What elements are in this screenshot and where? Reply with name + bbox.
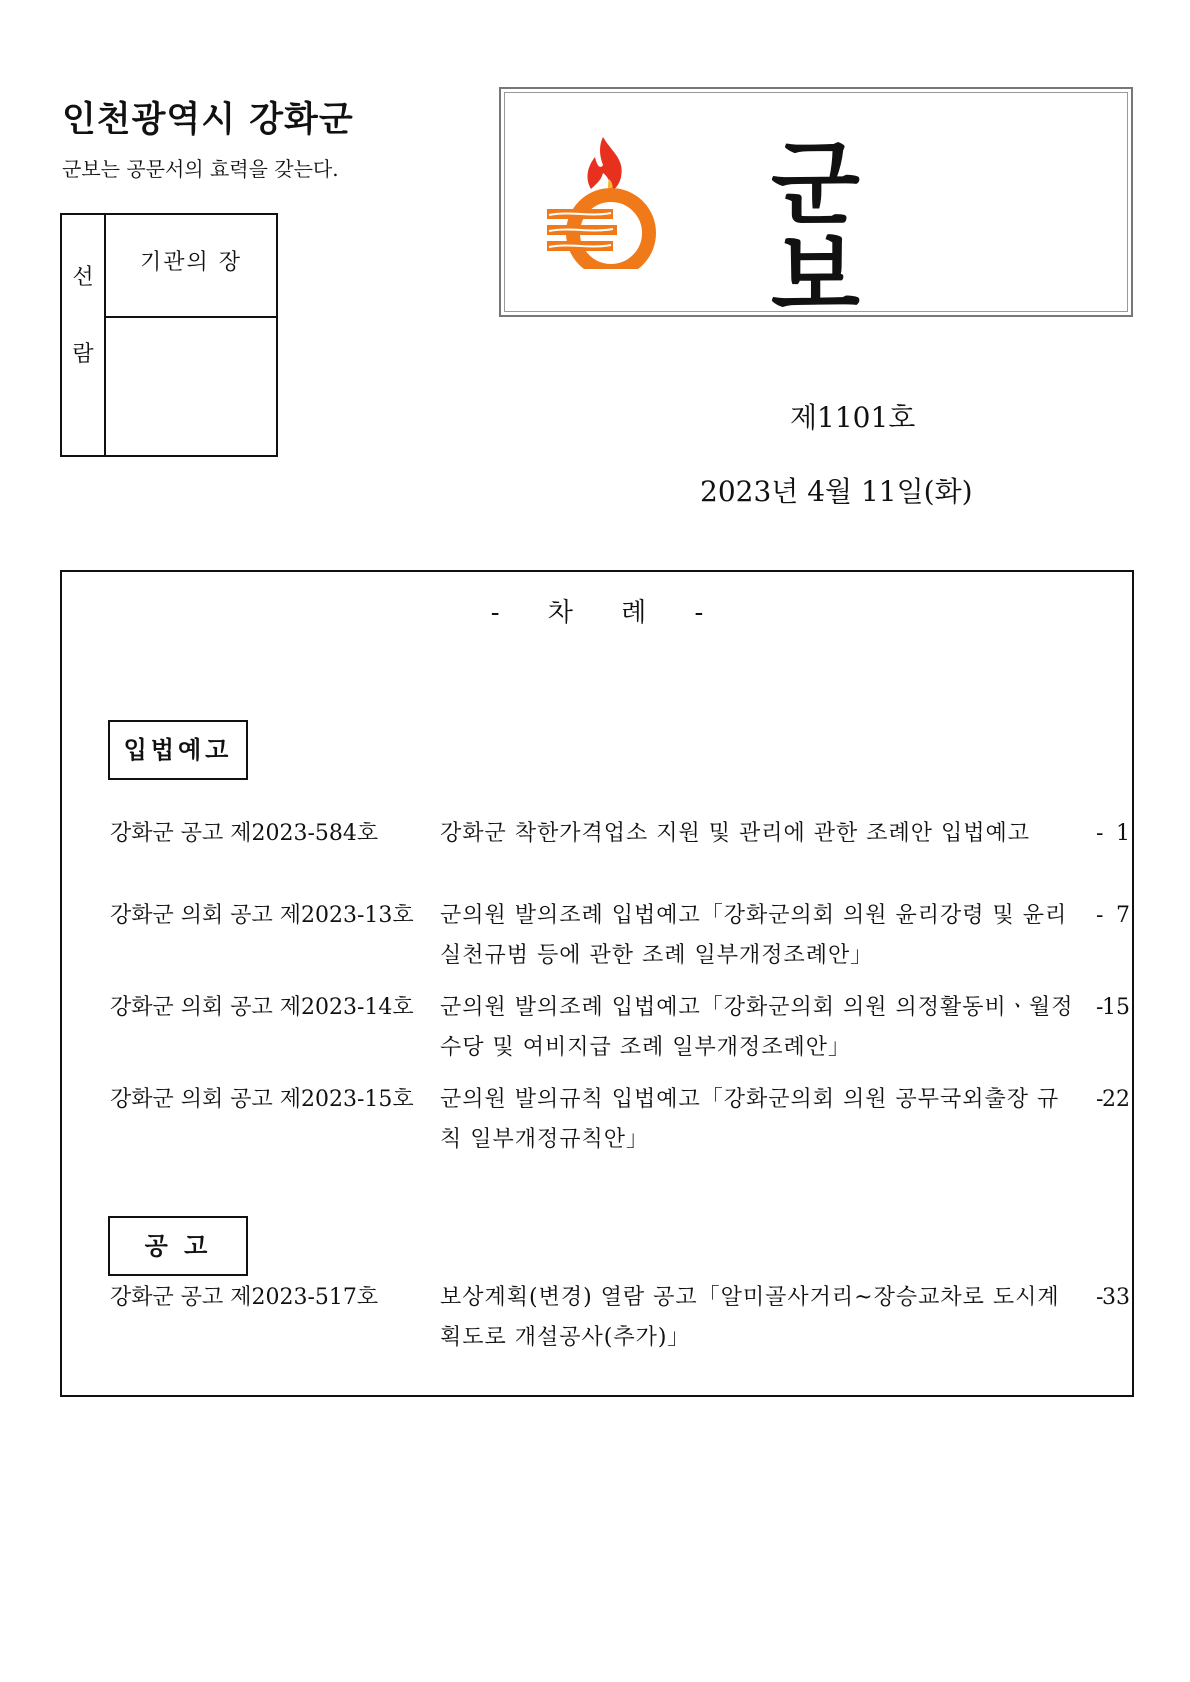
issue-date: 2023년 4월 11일(화)	[700, 475, 973, 508]
entry-source: 강화군 의회 공고 제2023-14호	[110, 995, 414, 1020]
table-of-contents	[60, 570, 1134, 1397]
entry-title: 군의원 발의조례 입법예고「강화군의회 의원 의정활동비ㆍ월정수당 및 여비지급 조례 일부개정조례안」	[440, 995, 1074, 1060]
masthead	[499, 87, 1133, 330]
entry-page: 1	[1116, 821, 1130, 846]
entry-source: 강화군 공고 제2023-517호	[110, 1285, 379, 1310]
entry-title: 군의원 발의조례 입법예고「강화군의회 의원 윤리강령 및 윤리실천규범 등에 관한 조례 일부개정조례안」	[440, 903, 1068, 968]
entry-dash: -	[1096, 903, 1104, 928]
entry-dash: -	[1096, 995, 1104, 1020]
review-side-char: 선	[72, 265, 94, 290]
section-label: 입법예고	[108, 720, 248, 780]
entry-source: 강화군 의회 공고 제2023-13호	[110, 903, 414, 928]
ganghwa-emblem-icon	[541, 129, 671, 269]
section-label: 공 고	[108, 1216, 248, 1276]
review-box	[60, 213, 278, 457]
toc-title-text: - 차 례 -	[490, 598, 704, 628]
review-side-column	[62, 215, 106, 455]
entry-page: 22	[1102, 1087, 1130, 1112]
entry-dash: -	[1096, 821, 1104, 846]
entry-source: 강화군 의회 공고 제2023-15호	[110, 1087, 414, 1112]
entry-page: 33	[1102, 1285, 1130, 1310]
entry-title: 보상계획(변경) 열람 공고「알미골사거리~장승교차로 도시계획도로 개설공사(추가)」	[440, 1285, 1060, 1350]
bulletin-subtitle: 군보는 공문서의 효력을 갖는다.	[62, 157, 339, 181]
issue-number: 제1101호	[790, 401, 916, 434]
entry-dash: -	[1096, 1285, 1104, 1310]
entry-source: 강화군 공고 제2023-584호	[110, 821, 379, 846]
masthead-title: 군 보	[771, 131, 970, 330]
review-head-label: 기관의 장	[106, 215, 276, 318]
entry-title: 군의원 발의규칙 입법예고「강화군의회 의원 공무국외출장 규칙 일부개정규칙안」	[440, 1087, 1060, 1152]
entry-title: 강화군 착한가격업소 지원 및 관리에 관한 조례안 입법예고	[440, 821, 1031, 846]
review-side-char: 람	[72, 342, 94, 367]
entry-page: 15	[1102, 995, 1130, 1020]
entry-dash: -	[1096, 1087, 1104, 1112]
toc-title	[62, 592, 1132, 629]
entry-page: 7	[1116, 903, 1130, 928]
org-title: 인천광역시 강화군	[62, 100, 354, 140]
